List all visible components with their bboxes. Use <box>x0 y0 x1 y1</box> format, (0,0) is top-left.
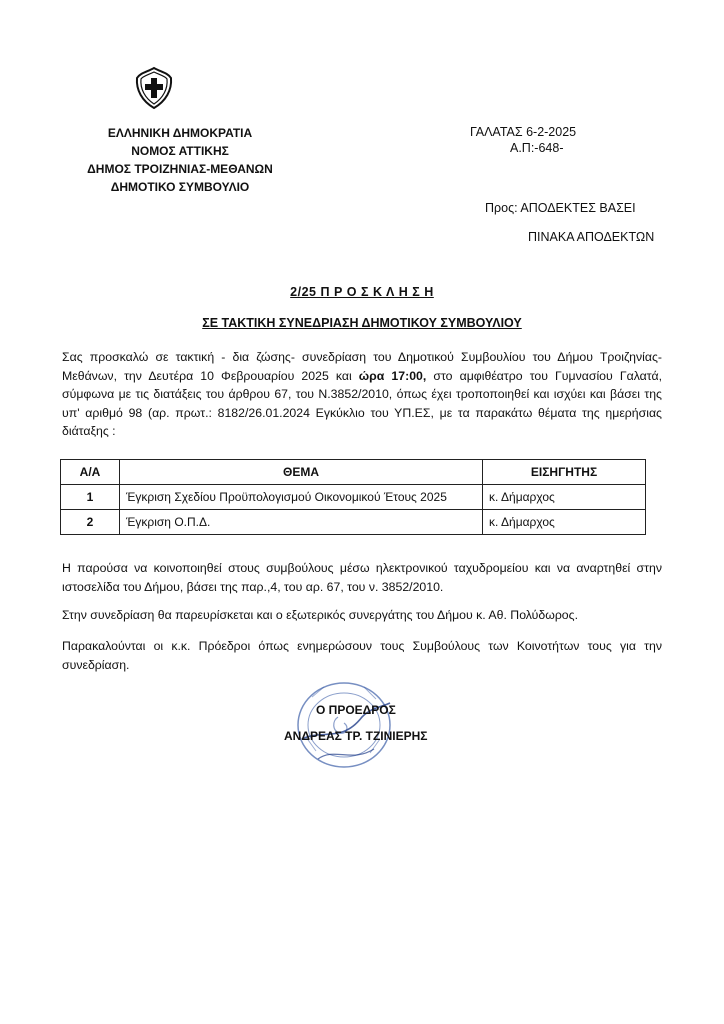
issuer-block <box>80 124 280 196</box>
intro-text: Σας προσκαλώ σε τακτική - δια ζώσης- συνεδρίαση του Δημοτικού Συμβουλίου του Δήμου Τροιζηνίας-Μεθάνων, την Δευτέρα 10 Φεβρουαρίου 2025 και <box>62 350 662 383</box>
greek-coat-of-arms-icon <box>134 66 174 110</box>
row-number: 1 <box>61 485 120 510</box>
document-date: ΓΑΛΑΤΑΣ 6-2-2025 <box>470 125 577 139</box>
header-subject: ΘΕΜΑ <box>120 460 483 485</box>
intro-paragraph <box>62 348 662 441</box>
attendance-paragraph: Στην συνεδρίαση θα παρευρίσκεται και ο εξωτερικός συνεργάτης του Δήμου κ. Αθ. Πολύδωρος. <box>62 608 578 622</box>
table-header-row <box>61 460 646 485</box>
signatory-title: Ο ΠΡΟΕΔΡΟΣ <box>316 703 396 717</box>
row-number: 2 <box>61 510 120 535</box>
row-subject: Έγκριση Ο.Π.Δ. <box>120 510 483 535</box>
recipient-line-2: ΠΙΝΑΚΑ ΑΠΟΔΕΚΤΩΝ <box>528 230 655 244</box>
header-rapporteur: ΕΙΣΗΓΗΤΗΣ <box>483 460 646 485</box>
agenda-table <box>60 459 646 535</box>
official-seal-icon <box>282 677 402 777</box>
issuer-line: ΔΗΜΟΤΙΚΟ ΣΥΜΒΟΥΛΙΟ <box>110 180 250 194</box>
request-paragraph: Παρακαλούνται οι κ.κ. Πρόεδροι όπως ενημερώσουν τους Συμβούλους των Κοινοτήτων τους για την συνεδρίαση. <box>62 639 662 672</box>
signatory-name: ΑΝΔΡΕΑΣ ΤΡ. ΤΖΙΝΙΕΡΗΣ <box>284 729 428 743</box>
intro-venue: στο αμφιθέατρο του Γυμνασίου Γαλατά, <box>426 368 662 383</box>
row-rapporteur: κ. Δήμαρχος <box>483 485 646 510</box>
issuer-line: ΝΟΜΟΣ ΑΤΤΙΚΗΣ <box>131 144 229 158</box>
document-meta <box>470 124 610 156</box>
table-row <box>61 510 646 535</box>
protocol-number: Α.Π:-648- <box>510 141 564 155</box>
notification-paragraph: Η παρούσα να κοινοποιηθεί στους συμβούλους μέσω ηλεκτρονικού ταχυδρομείου και να αναρτηθεί στην ιστοσελίδα του Δήμου, βάσει της παρ.,4, του αρ. 67, του ν. 3852/2010. <box>62 561 662 594</box>
row-rapporteur: κ. Δήμαρχος <box>483 510 646 535</box>
issuer-line: ΔΗΜΟΣ ΤΡΟΙΖΗΝΙΑΣ-ΜΕΘΑΝΩΝ <box>87 162 273 176</box>
issuer-line: ΕΛΛΗΝΙΚΗ ΔΗΜΟΚΡΑΤΙΑ <box>107 126 253 140</box>
row-subject: Έγκριση Σχεδίου Προϋπολογισμού Οικονομικού Έτους 2025 <box>120 485 483 510</box>
meeting-time: ώρα 17:00, <box>358 368 427 383</box>
table-row <box>61 485 646 510</box>
header-number: Α/Α <box>61 460 120 485</box>
invitation-subtitle: ΣΕ ΤΑΚΤΙΚΗ ΣΥΝΕΔΡΙΑΣΗ ΔΗΜΟΤΙΚΟΥ ΣΥΜΒΟΥΛΙΟΥ <box>202 316 522 330</box>
recipient-line-1: Προς: ΑΠΟΔΕΚΤΕΣ ΒΑΣΕΙ <box>485 201 636 215</box>
invitation-title: 2/25 Π Ρ Ο Σ Κ Λ Η Σ Η <box>290 285 434 299</box>
intro-legal-basis: σύμφωνα με τις διατάξεις του άρθρου 67, του Ν.3852/2010, όπως έχει τροποποιηθεί και ισχύει και βάσει της υπ' αριθμό 98 (αρ. πρωτ.: 8182/26.01.2024 Εγκύκλιο του ΥΠ.ΕΣ, με τα παρακάτω θέματα της ημερήσιας διάταξης : <box>62 387 662 438</box>
